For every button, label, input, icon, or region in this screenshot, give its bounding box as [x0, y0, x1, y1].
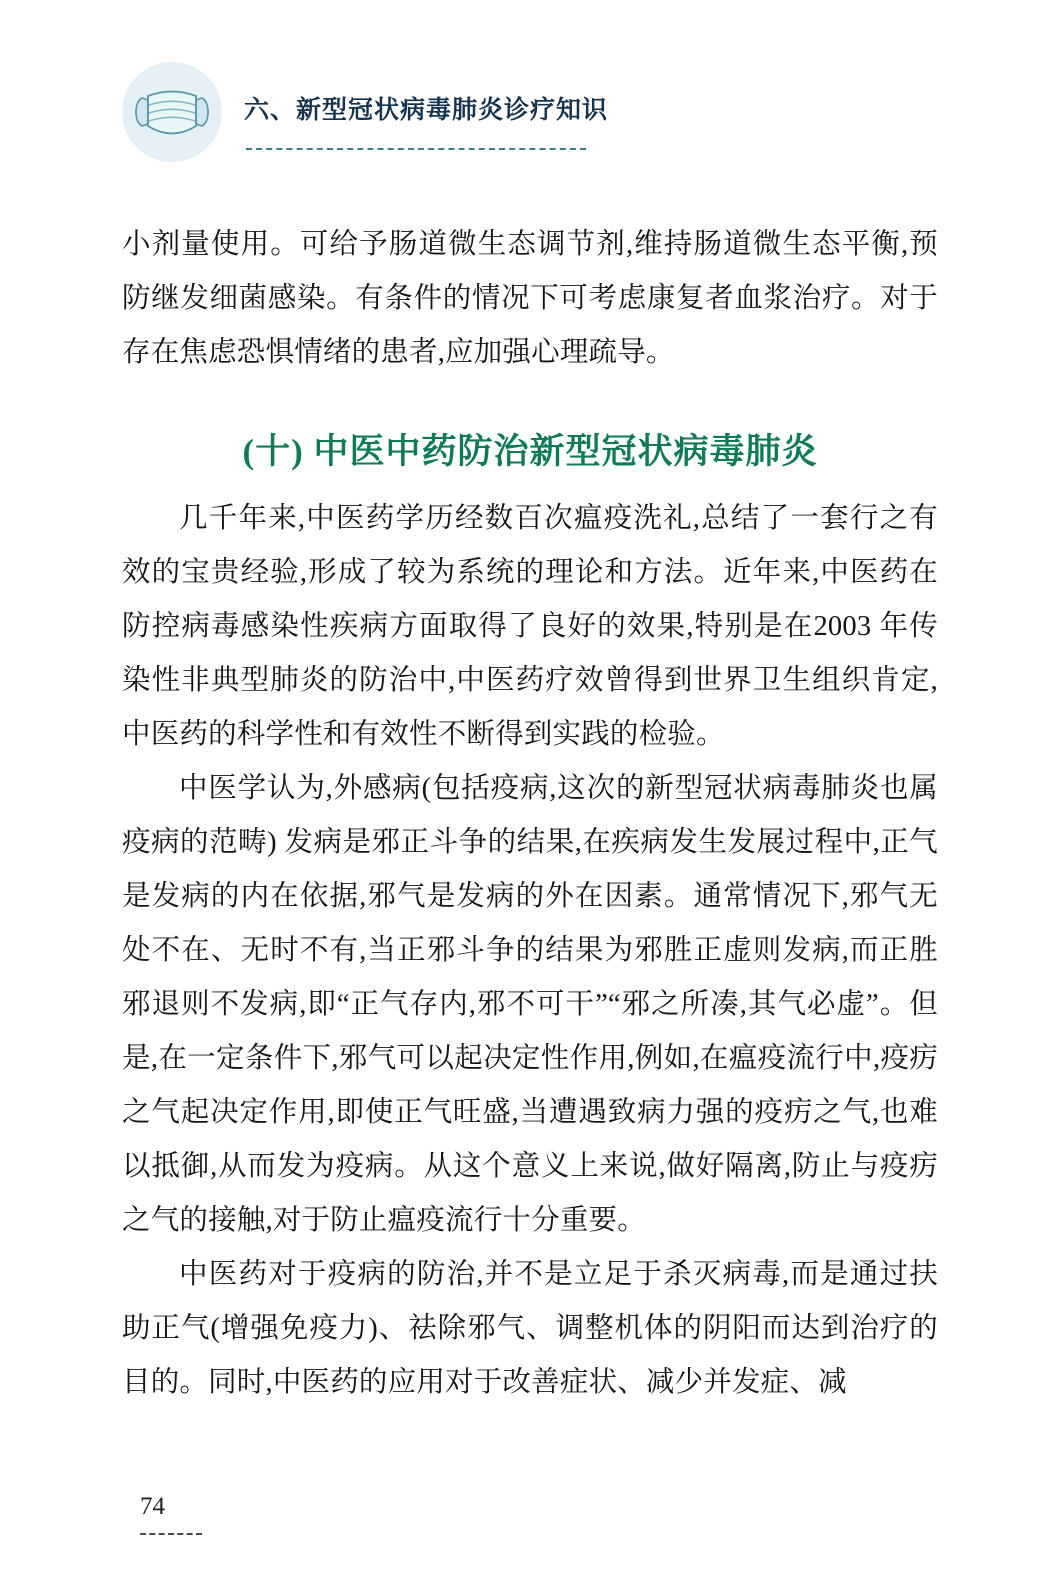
chapter-title: 六、新型冠状病毒肺炎诊疗知识: [244, 97, 609, 124]
paragraph-3: 中医药对于疫病的防治,并不是立足于杀灭病毒,而是通过扶助正气(增强免疫力)、祛除邪气、调整机体的阴阳而达到治疗的目的。同时,中医药的应用对于改善症状、减少并发症、减: [122, 1259, 938, 1398]
header-icon-badge: [122, 62, 222, 162]
page-content: [122, 218, 938, 1410]
footer-divider: [140, 1533, 202, 1535]
paragraph-1: 几千年来,中医药学历经数百次瘟疫洗礼,总结了一套行之有效的宝贵经验,形成了较为系统的理论和方法。近年来,中医药在防控病毒感染性疾病方面取得了良好的效果,特别是在2003 年传染性非典型肺炎的防治中,中医药疗效曾得到世界卫生组织肯定,中医药的科学性和有效性不断得到实践的检验。: [122, 503, 938, 750]
page-footer: [140, 1493, 340, 1535]
face-mask-icon: [134, 82, 210, 142]
page-header: [122, 62, 938, 172]
section-heading: (十) 中医中药防治新型冠状病毒肺炎: [242, 432, 818, 471]
page-number: 74: [140, 1493, 165, 1520]
header-divider: [246, 148, 586, 150]
paragraph-continued: 小剂量使用。可给予肠道微生态调节剂,维持肠道微生态平衡,预防继发细菌感染。有条件的情况下可考虑康复者血浆治疗。对于存在焦虑恐惧情绪的患者,应加强心理疏导。: [122, 229, 938, 368]
paragraph-2: 中医学认为,外感病(包括疫病,这次的新型冠状病毒肺炎也属疫病的范畴) 发病是邪正斗争的结果,在疾病发生发展过程中,正气是发病的内在依据,邪气是发病的外在因素。通常情况下,邪气无处不在、无时不有,当正邪斗争的结果为邪胜正虚则发病,而正胜邪退则不发病,即“正气存内,邪不可干”“邪之所凑,其气必虚”。但是,在一定条件下,邪气可以起决定性作用,例如,在瘟疫流行中,疫疠之气起决定作用,即使正气旺盛,当遭遇致病力强的疫疠之气,也难以抵御,从而发为疫病。从这个意义上来说,做好隔离,防止与疫疠之气的接触,对于防止瘟疫流行十分重要。: [122, 773, 938, 1236]
